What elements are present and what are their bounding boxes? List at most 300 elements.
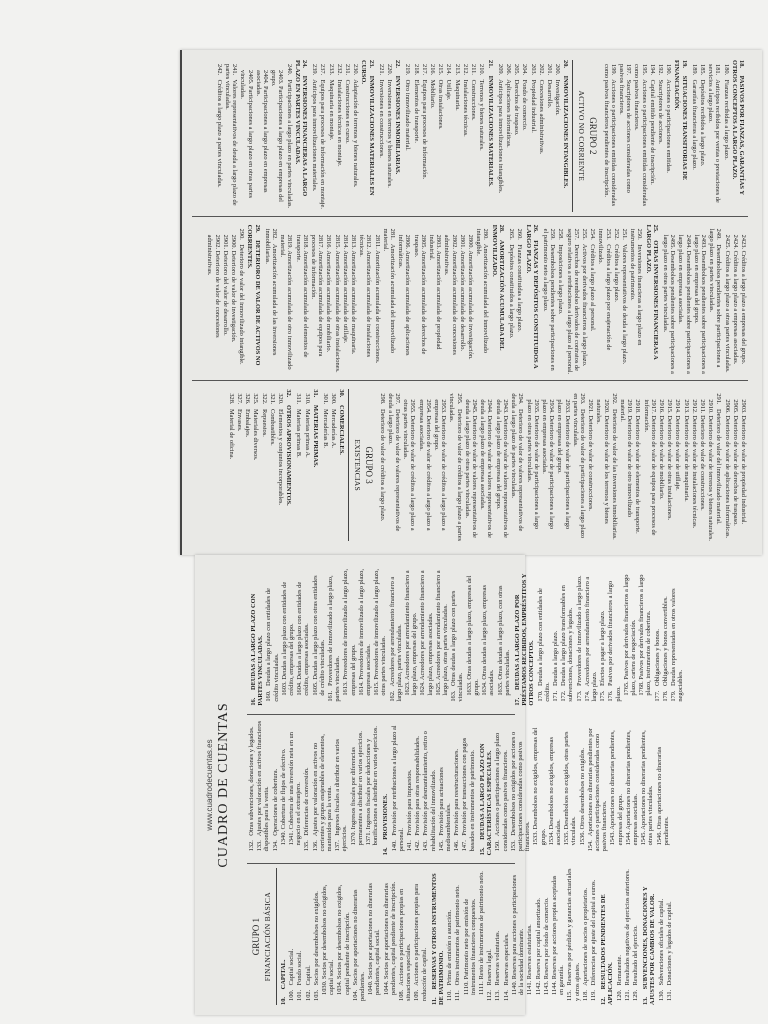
account-number: 239. xyxy=(311,64,319,76)
account-entry xyxy=(625,719,639,856)
account-entry xyxy=(272,719,279,856)
account-number: 1141. xyxy=(526,980,534,995)
account-entry xyxy=(342,225,349,377)
account-number: 231. xyxy=(344,64,352,76)
account-number: 1040. xyxy=(367,980,375,995)
account-label: Resultado del ejercicio. xyxy=(631,925,639,986)
account-label: Reservas por pérdidas y ganancias actuariales y otros ajustes. xyxy=(566,868,581,1001)
account-entry xyxy=(312,389,319,541)
account-number: 10. xyxy=(280,997,287,1005)
account-number: 121. xyxy=(623,989,631,1001)
account-label: Deterioro de valor de participaciones a largo plazo en empresas asociadas. xyxy=(540,399,556,530)
account-label: Deterioro de valor del inmovilizado intangible. xyxy=(238,244,246,365)
account-number: 1340. xyxy=(279,830,287,846)
column xyxy=(247,863,673,1005)
account-number: 114. xyxy=(502,990,510,1001)
account-label: Activos por derivados financieros a largo plazo. xyxy=(580,243,588,367)
account-label: Anticipos para inmovilizaciones materiales. xyxy=(311,79,319,192)
account-number: 1111. xyxy=(478,981,486,995)
account-number: 298. xyxy=(378,393,386,405)
account-entry xyxy=(584,569,598,706)
account-entry xyxy=(325,225,332,377)
account-number: 22. xyxy=(394,60,402,68)
account-number: 2903. xyxy=(740,399,747,414)
account-number: 103. xyxy=(312,989,320,1001)
account-label: Deterioro de valor de créditos a largo plazo a empresas del grupo. xyxy=(433,399,448,531)
account-number: 199. xyxy=(609,64,617,76)
account-entry xyxy=(387,389,401,541)
account-number: 2944. xyxy=(486,399,494,414)
account-number: 1604. xyxy=(296,681,304,696)
account-entry xyxy=(431,868,445,1005)
divider xyxy=(276,868,277,1005)
document-title: CUADRO DE CUENTAS xyxy=(216,702,231,868)
account-label: Deterioro de valor de terrenos y bienes naturales. xyxy=(707,415,715,541)
rotated-content-bottom xyxy=(195,555,685,1015)
account-label: Deterioro de valor de los terrenos y bienes naturales. xyxy=(595,399,610,524)
account-number: 214. xyxy=(445,64,453,76)
account-label: Mercaderías B. xyxy=(322,408,330,448)
account-number: 132. xyxy=(248,840,255,852)
account-entry xyxy=(691,60,698,212)
account-entry xyxy=(662,225,676,377)
account-label: Pasivos por derivados financieros a largo plazo. xyxy=(607,580,622,702)
account-label: Socios por desembolsos no exigidos, capital social. xyxy=(321,884,336,995)
account-entry xyxy=(479,389,493,541)
account-label: Deterioro de valor de investigación. xyxy=(230,250,237,343)
account-entry xyxy=(269,389,276,541)
account-entry xyxy=(230,225,237,377)
account-number: 170. xyxy=(536,690,544,702)
account-number: 163. xyxy=(450,690,458,702)
account-entry xyxy=(486,868,493,1005)
account-label: Resultados negativos de ejercicios anteriores. xyxy=(623,869,631,986)
account-number: 111. xyxy=(454,990,462,1001)
account-label: Instalaciones técnicas en montaje. xyxy=(335,79,343,167)
account-entry xyxy=(629,225,643,377)
account-number: 328. xyxy=(227,393,235,405)
account-entry xyxy=(277,389,284,541)
account-label: Reservas especiales. xyxy=(502,933,510,986)
account-entry xyxy=(433,389,447,541)
account-label: Provisión por retribuciones a largo plazo al personal. xyxy=(390,725,405,852)
column xyxy=(247,565,685,706)
account-number: 2423. xyxy=(740,234,747,250)
account-label: Maquinaria. xyxy=(453,79,461,111)
account-number: 130. xyxy=(657,989,665,1001)
account-entry xyxy=(358,569,372,706)
account-number: 1034. xyxy=(336,980,344,995)
account-entry xyxy=(662,569,669,706)
account-number: 15. xyxy=(478,847,486,856)
account-entry xyxy=(294,60,308,212)
account-entry xyxy=(514,569,536,706)
account-entry xyxy=(454,60,461,212)
account-entry xyxy=(510,719,532,856)
account-entry xyxy=(398,868,412,1005)
account-entry xyxy=(513,60,520,212)
account-entry xyxy=(707,60,721,212)
account-entry xyxy=(402,389,416,541)
account-label: Amortización acumulada de utillaje. xyxy=(341,250,349,344)
account-number: 241. xyxy=(231,64,239,76)
account-number: 1142. xyxy=(534,980,542,995)
account-entry xyxy=(467,225,474,377)
account-number: 2933. xyxy=(563,399,571,414)
group-subtitle: FINANCIACIÓN BÁSICA xyxy=(263,892,272,982)
account-number: 2900. xyxy=(230,234,237,250)
account-number: 206. xyxy=(504,64,512,76)
account-label: Desarrollo. xyxy=(545,79,553,109)
account-number: 2914. xyxy=(674,399,682,414)
account-entry xyxy=(548,719,562,856)
account-number: 2943. xyxy=(501,399,509,414)
account-entry xyxy=(642,868,656,1005)
account-label: Otras aportaciones no dinerarias pendientes. xyxy=(655,746,670,846)
account-label: Provisión por transacciones con pagos basados en instrumentos de patrimonio. xyxy=(461,737,476,852)
account-label: Terrenos y bienes naturales. xyxy=(478,79,486,151)
account-entry xyxy=(587,389,594,541)
account-entry xyxy=(397,225,411,377)
account-number: 218. xyxy=(412,64,420,76)
account-entry xyxy=(360,60,374,212)
account-number: 258. xyxy=(557,228,565,240)
account-number: 260. xyxy=(516,228,524,240)
column xyxy=(192,60,748,217)
account-label: Provisión para actuaciones medioambientales. xyxy=(437,767,453,852)
group-heading: GRUPO 2 xyxy=(588,117,599,155)
account-number: 2911. xyxy=(698,399,706,414)
account-entry xyxy=(538,60,545,212)
account-number: 1536. xyxy=(578,830,586,846)
account-entry xyxy=(722,60,729,212)
account-entry xyxy=(313,868,320,1005)
account-entry xyxy=(367,868,381,1005)
account-entry xyxy=(723,389,730,541)
account-label: Reserva legal. xyxy=(486,949,494,986)
account-entry xyxy=(516,225,523,377)
account-entry xyxy=(288,719,302,856)
account-entry xyxy=(732,389,739,541)
account-entry xyxy=(321,868,335,1005)
account-label: Efectos a pagar a largo plazo. xyxy=(599,610,607,687)
account-number: 2934. xyxy=(548,399,556,414)
account-entry xyxy=(344,60,351,212)
account-number: 2814. xyxy=(341,234,349,250)
divider xyxy=(348,389,349,541)
account-entry xyxy=(535,868,542,1005)
account-entry xyxy=(288,868,295,1005)
account-label: Suscriptores de acciones. xyxy=(656,79,664,145)
account-number: 140. xyxy=(390,840,398,852)
account-entry xyxy=(699,389,706,541)
account-number: 217. xyxy=(420,64,428,76)
account-label: Provisión para reestructuraciones. xyxy=(453,748,461,836)
group-subtitle: EXISTENCIAS xyxy=(353,439,363,491)
account-entry xyxy=(658,868,665,1005)
account-label: Proveedores de inmovilizado a largo plazo, empresas del grupo. xyxy=(342,569,357,696)
account-entry xyxy=(602,60,616,212)
account-number: 2813. xyxy=(350,234,358,250)
account-entry xyxy=(406,719,413,856)
account-number: 25. xyxy=(651,224,659,233)
account-entry xyxy=(338,389,345,541)
account-entry xyxy=(450,569,464,706)
account-label: Deudas a largo plazo con entidades de crédito, empresas del grupo. xyxy=(280,581,296,696)
account-entry xyxy=(350,225,357,377)
account-label: Equipos para procesos de información. xyxy=(420,79,428,180)
account-label: Reserva por capital amortizado. xyxy=(534,897,542,980)
account-number: 1545. xyxy=(640,830,648,846)
account-entry xyxy=(673,60,687,212)
account-entry xyxy=(336,868,350,1005)
account-label: AMORTIZACIÓN ACUMULADA DEL INMOVILIZADO. xyxy=(490,224,505,351)
account-number: 282. xyxy=(271,228,279,240)
account-number: 11. xyxy=(430,997,438,1005)
account-entry xyxy=(429,60,436,212)
account-label: Inversiones financieras a largo plazo en instrumentos de patrimonio. xyxy=(629,228,644,346)
account-label: Participaciones a largo plazo en otras partes vinculadas. xyxy=(239,70,254,199)
account-number: 2917. xyxy=(649,399,657,414)
account-entry xyxy=(640,719,654,856)
account-number: 2405. xyxy=(246,70,254,85)
account-entry xyxy=(461,719,475,856)
account-label: RESERVAS Y OTROS INSTRUMENTOS DE PATRIMONIO. xyxy=(430,873,446,1005)
account-number: 176. xyxy=(607,690,615,702)
account-label: Amortización acumulada de derechos de traspaso. xyxy=(412,234,427,355)
account-number: 194. xyxy=(648,64,656,76)
account-entry xyxy=(666,389,673,541)
account-label: Créditos a largo plazo a partes vinculadas. xyxy=(215,79,223,188)
account-label: Anticipos para inmovilizaciones intangibles. xyxy=(496,79,504,194)
account-number: 1603. xyxy=(280,681,288,696)
account-entry xyxy=(312,719,334,856)
account-entry xyxy=(296,868,303,1005)
column xyxy=(247,714,670,856)
account-label: Obligaciones y bonos. xyxy=(653,629,661,687)
account-number: 100. xyxy=(288,989,296,1001)
account-label: Instalaciones técnicas. xyxy=(461,79,469,137)
account-number: 219. xyxy=(404,64,412,76)
account-label: Otros instrumentos de patrimonio neto. xyxy=(454,885,462,986)
account-number: 2812. xyxy=(365,234,373,250)
account-label: Remanente. xyxy=(615,955,623,986)
account-number: 1614. xyxy=(357,681,365,696)
account-entry xyxy=(682,389,689,541)
account-entry xyxy=(740,225,747,377)
account-entry xyxy=(708,225,722,377)
account-label: INVERSIONES FINANCIERAS A LARGO PLAZO EN PARTES VINCULADAS. xyxy=(293,60,309,197)
account-entry xyxy=(312,569,326,706)
account-number: 1613. xyxy=(342,681,350,696)
account-label: Combustibles. xyxy=(268,408,276,446)
account-entry xyxy=(228,389,235,541)
account-label: Amortización acumulada de investigación. xyxy=(467,250,475,360)
account-label: Deterioro de valor de valores representativos de deuda a largo plazo de empresas asociadas. xyxy=(479,399,494,538)
account-number: 310. xyxy=(303,393,311,405)
account-number: 290. xyxy=(238,228,246,240)
account-entry xyxy=(319,60,326,212)
account-entry xyxy=(463,868,477,1005)
account-label: Proveedores de inmovilizado a largo plazo. xyxy=(575,575,583,687)
account-number: 171. xyxy=(551,690,559,702)
account-entry xyxy=(260,389,267,541)
account-label: Obligaciones y bonos convertibles. xyxy=(661,596,669,687)
account-label: Provisión para impuestos. xyxy=(406,769,414,836)
account-label: Deterioro de valor de créditos a largo plazo a partes vinculadas. xyxy=(448,393,463,542)
account-label: Cobertura de una inversión neta en un negocio en el extranjero. xyxy=(288,732,303,846)
account-entry xyxy=(437,60,444,212)
account-label: Deterioro de valor de participaciones a largo plazo en empresas del grupo. xyxy=(556,399,571,530)
account-number: 1634. xyxy=(481,681,489,696)
account-entry xyxy=(579,719,586,856)
account-label: Amortización acumulada de maquinaria. xyxy=(350,250,358,355)
account-entry xyxy=(350,719,364,856)
account-number: 2803. xyxy=(435,234,443,250)
account-number: 145. xyxy=(437,840,445,852)
account-entry xyxy=(412,225,426,377)
account-number: 213. xyxy=(453,64,461,76)
account-label: Suscriptores de acciones consideradas como pasivos financieros. xyxy=(617,64,633,193)
account-label: Adaptación de terrenos y bienes naturales. xyxy=(352,79,360,188)
account-label: Deudas a largo plazo. xyxy=(551,630,559,687)
account-number: 1535. xyxy=(563,830,571,846)
account-label: Amortización acumulada de construcciones. xyxy=(373,250,381,364)
account-label: Acciones o participaciones emitidas. xyxy=(665,79,673,173)
account-entry xyxy=(303,719,310,856)
account-number: 2805. xyxy=(419,234,427,250)
account-label: Deterioro de valor de otro inmovilizado material. xyxy=(618,399,634,518)
account-label: PROVISIONES. xyxy=(382,794,390,840)
account-entry xyxy=(404,569,418,706)
account-number: 1030. xyxy=(321,980,329,995)
account-label: Otro inmovilizado material. xyxy=(404,79,412,151)
account-entry xyxy=(562,60,569,212)
account-label: Amortización acumulada de instalaciones técnicas. xyxy=(358,234,373,357)
account-entry xyxy=(691,389,698,541)
account-label: Capital emitido pendiente de inscripción. xyxy=(648,79,656,185)
account-entry xyxy=(475,225,489,377)
document-page-bottom xyxy=(195,555,685,1015)
account-entry xyxy=(419,569,433,706)
account-label: SUBVENCIONES, DONACIONES Y AJUSTES POR CAMBIOS DE VALOR. xyxy=(642,886,657,1005)
account-entry xyxy=(642,389,656,541)
account-label: Desembolsos pendientes sobre participaciones a largo plazo en empresas del grupo. xyxy=(692,234,707,374)
account-label: Participaciones a largo plazo en empresas del grupo. xyxy=(270,70,285,202)
account-number: 102. xyxy=(304,989,312,1001)
account-entry xyxy=(466,569,480,706)
account-entry xyxy=(510,389,524,541)
account-label: Fondo de comercio. xyxy=(521,79,529,131)
account-label: Operaciones de cobertura. xyxy=(271,768,279,836)
account-entry xyxy=(740,389,747,541)
account-entry xyxy=(491,225,505,377)
account-label: Garantías financieras a largo plazo. xyxy=(690,79,698,170)
account-entry xyxy=(443,225,457,377)
account-number: 185. xyxy=(698,64,706,76)
account-entry xyxy=(623,569,637,706)
account-label: Donaciones y legados de capital. xyxy=(665,901,673,986)
account-label: Anticipos recibidos por ventas o prestaciones de servicios a largo plazo. xyxy=(707,64,722,203)
account-label: PASIVOS POR FIANZAS, GARANTÍAS Y OTROS CONCEPTOS A LARGO PLAZO. xyxy=(730,60,745,195)
account-number: 250. xyxy=(636,228,644,240)
account-entry xyxy=(582,868,589,1005)
account-entry xyxy=(417,389,431,541)
account-label: Construcciones en curso. xyxy=(344,79,352,144)
account-number: 2920. xyxy=(602,399,610,414)
account-label: Proveedores de inmovilizado a largo plazo, empresas asociadas. xyxy=(357,569,373,696)
account-label: INVERSIONES INMOBILIARIAS. xyxy=(394,75,402,175)
account-entry xyxy=(619,389,633,541)
account-label: Pasivos por derivados financieros a largo plazo, instrumentos de cobertura. xyxy=(638,574,653,696)
account-number: 2906. xyxy=(723,399,731,414)
divider xyxy=(572,60,573,212)
account-label: Depósitos constituidos a largo plazo. xyxy=(508,244,516,339)
account-label: Deterioro de valor de instalaciones técnicas. xyxy=(690,415,698,529)
account-number: 160. xyxy=(265,690,273,702)
account-entry xyxy=(389,569,403,706)
account-label: Envases. xyxy=(236,408,244,432)
account-number: 1765. xyxy=(622,681,630,696)
account-number: 23. xyxy=(367,60,375,68)
account-label: Amortización acumulada de desarrollo. xyxy=(458,250,466,352)
account-number: 2912. xyxy=(690,399,698,414)
account-label: Deterioro de valor de valores representativos de deuda a largo plazo. xyxy=(386,393,402,532)
account-label: Ingresos fiscales a distribuir en varios ejercicios. xyxy=(334,738,349,852)
account-number: 113. xyxy=(494,990,502,1001)
account-entry xyxy=(327,569,341,706)
account-number: 2945. xyxy=(471,399,479,414)
account-label: DEUDAS A LARGO PLAZO CON PARTES VINCULADAS. xyxy=(250,593,265,706)
account-label: Provisión por desmantelamiento, retiro o rehabilitación del inmovilizado. xyxy=(422,731,437,852)
account-entry xyxy=(222,225,229,377)
account-number: 254. xyxy=(589,228,597,240)
account-entry xyxy=(529,60,536,212)
account-entry xyxy=(731,60,745,212)
account-label: Imposiciones a largo plazo. xyxy=(557,244,565,315)
account-label: Fianzas recibidas a largo plazo. xyxy=(722,79,730,160)
account-number: 2403. xyxy=(277,70,285,85)
account-label: Amortización acumulada del inmovilizado material. xyxy=(381,228,397,354)
account-label: Acreedores por arrendamiento financiero a largo plazo, empresas asociadas. xyxy=(419,570,434,696)
account-entry xyxy=(715,389,722,541)
account-number: 141. xyxy=(406,840,414,852)
account-number: 2955. xyxy=(409,399,417,414)
account-entry xyxy=(255,60,269,212)
account-entry xyxy=(508,225,515,377)
account-label: Deterioro de valor de las inversiones inmobiliarias. xyxy=(610,408,618,540)
account-number: 172. xyxy=(560,690,568,702)
account-number: 1624. xyxy=(419,681,427,696)
account-number: 230. xyxy=(352,64,360,76)
account-number: 232. xyxy=(335,64,343,76)
account-entry xyxy=(462,60,469,212)
account-label: Derechos de reembolso derivados de contratos de seguro relativos a retribuciones a largo plazo al personal. xyxy=(565,228,580,375)
account-entry xyxy=(665,60,672,212)
account-number: 137. xyxy=(334,840,342,852)
account-entry xyxy=(486,60,493,212)
account-label: Ingresos fiscales por deducciones y bonificaciones a distribuir en varios ejercicios. xyxy=(365,726,380,846)
account-label: Otras deudas a largo plazo, empresas asociadas. xyxy=(481,585,496,696)
account-number: 181. xyxy=(714,64,722,76)
account-label: MATERIAS PRIMAS. xyxy=(311,404,319,468)
account-number: 154. xyxy=(586,840,594,852)
account-entry xyxy=(581,225,588,377)
account-number: 2425. xyxy=(723,234,731,250)
account-entry xyxy=(358,225,372,377)
account-entry xyxy=(532,719,546,856)
account-number: 301. xyxy=(322,393,330,405)
